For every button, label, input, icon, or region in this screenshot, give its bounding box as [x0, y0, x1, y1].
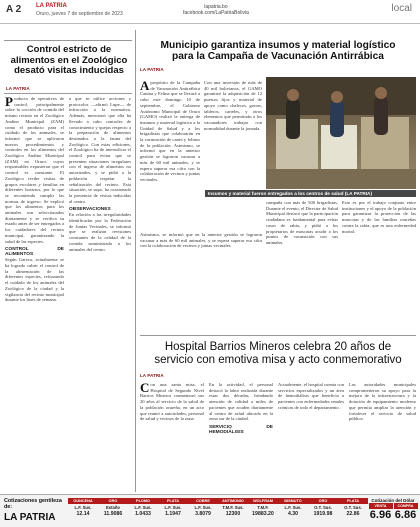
- ticker-cell: [188, 498, 218, 525]
- ticker-cell-value: 1.0433: [135, 510, 151, 517]
- ticker-cell-header: ORO: [308, 498, 338, 504]
- bottom-article-col4: Las autoridades municipales comprometieron su apoyo para la mejora de la infraestructura y la dotación de equipamiento moderno que permita ampliar la atención y fortalecer el servicio de salud pública.: [349, 382, 416, 422]
- dollar-buy-value: 6.86: [394, 509, 417, 521]
- ticker-cell-unit: T.M.F.: [257, 505, 269, 510]
- quotes-ticker: [0, 494, 420, 527]
- left-article-kicker: LA PATRIA: [6, 86, 30, 91]
- left-article-title: Control estricto de alimentos en el Zoológico desató visitas inducidas: [10, 44, 128, 77]
- ticker-cell-unit: L.F. Sus.: [194, 505, 212, 510]
- dollar-title: Cotización del Dólar: [371, 498, 415, 503]
- ticker-cell: [158, 498, 188, 525]
- ticker-cell-value: 3.8079: [195, 510, 211, 517]
- ticker-cell-header: WOLFRAM: [248, 498, 278, 504]
- left-article-col1: Producto de operativos de control, principalmente sobre la cocción de comida del mismo recinto en el Zoológico Andino Municipal (ZAM) como el producto para el cuidado de los animales, se informó que se aplicaron nuevos procedimientos y controles en los alimentos del Zoológico Andino Municipal (ZAM) en Oruro, cuyos responsables expusieron que el control es constante. El Zoológico recibe visitas de grupos escolares y familias en diferentes horarios, por lo que se recomienda cumplir las normas de ingreso. Se explicó que los alimentos para los animales son seleccionados diariamente y se verifica su estado antes de ser entregados a los cuidadores del recinto municipal, garantizando la salud de las especies. CONTROL DE ALIMENTOS Según Gareca, actualmente se ha logrado cubrir el control de la alimentación de las diferentes especies, reforzando el cuidado de los animales del Zoológico de la ciudad y la vigilancia del recinto municipal durante los fines de semana.: [5, 96, 64, 303]
- ticker-cell: [68, 498, 98, 525]
- bottom-subhead: SERVICIO DE HEMODIÁLISIS: [209, 424, 273, 435]
- ticker-cell-header: OUNCENA: [68, 498, 98, 504]
- right-article-col3: campaña con más de 500 brigadistas. Durante el evento, el Director de Salud Municipal destacó que la participación ciudadana es fundamental para evitar casos de rabia, y pidió a los propietarios de mascotas acudir a los puntos de vacunación con sus animales.: [266, 200, 338, 245]
- page-number: A 2: [6, 4, 22, 15]
- ticker-cell-unit: Estaño: [106, 505, 120, 510]
- bottom-article-col1: Con una santa misa, el Hospital de Segundo Nivel Barrios Mineros conmemoró sus 20 años al servicio de la salud de la población orureña, en un acto que reunió a autoridades, personal de salud y vecinos de la zona.: [140, 382, 204, 422]
- ticker-label: Cotizaciones gentileza de:: [4, 498, 62, 510]
- right-article-col2: Con una inversión de más de 40 mil bolivianos, el GAMO garantizó la adquisición de 12 puestos fijos y material de apoyo como chalecos, gorras, tableros, carteles, y otros elementos que permitirán a los vacunadores trabajar con normalidad durante la jornada.: [204, 80, 262, 131]
- right-article-col1: Apropósito de la Campaña de Vacunación Antirrábica Canina y Felina que se llevará a cabo este domingo 10 de septiembre, el Gobierno Autónomo Municipal de Oruro (GAMO) realizó la entrega de insumos y material logístico a la Unidad de Salud y a los brigadistas que colaborarán en la vacunación de canes y felinos de la población. Asimismo, se informó que en la anterior gestión se lograron vacunar a más de 60 mil animales, y se espera superar esa cifra con la colaboración de vecinos y juntas vecinales.: [140, 80, 200, 182]
- left-subhead-observaciones: OBSERVACIONES: [69, 207, 111, 213]
- ticker-cell-unit: O.T. Sus.: [344, 505, 362, 510]
- photo-caption: Insumos y material fueron entregados a los centros de salud (LA PATRIA): [205, 190, 416, 197]
- ticker-cell-unit: O.T. Sus.: [314, 505, 332, 510]
- left-subhead-control: CONTROL DE ALIMENTOS: [5, 247, 64, 258]
- ticker-cell-header: ORO: [98, 498, 128, 504]
- dollar-sell-header: VENTA: [369, 503, 393, 509]
- ticker-cell-value: 1919.98: [313, 510, 333, 517]
- ticker-cell: [98, 498, 128, 525]
- right-article-title: Municipio garantiza insumos y material logístico para la Campaña de Vacunación Antirrábica: [160, 40, 396, 63]
- bottom-article-title: Hospital Barrios Mineros celebra 20 años de servicio con emotiva misa y acto conmemorativo: [154, 341, 402, 366]
- ticker-cell-value: 19883.20: [252, 510, 274, 517]
- ticker-cell-header: PLOMO: [128, 498, 158, 504]
- dollar-quote: [368, 498, 418, 525]
- contact-web[interactable]: lapatria.bo: [204, 4, 228, 10]
- dollar-buy-header: COMPRA: [394, 503, 418, 509]
- ticker-cell-header: BISMUTO: [278, 498, 308, 504]
- ticker-cell: [248, 498, 278, 525]
- ticker-cell-value: 11.9086: [103, 510, 123, 517]
- ticker-cell-value: 12.14: [76, 510, 90, 517]
- ticker-cell-header: PLATA: [338, 498, 368, 504]
- ticker-cell-value: 12300: [225, 510, 241, 517]
- vaccination-photo-image: [266, 77, 416, 189]
- bottom-article-kicker: LA PATRIA: [140, 373, 164, 378]
- left-article-col2: a que se utilice acciones y protocolos —afirmó Lupe— de infracción a la normativa. Además, mencionó que ella ha llevado a cabo controles de conocimiento y quejas respecto a la preparación de alimentos destinados a la fauna del Zoológico. Con estas ediciones, el Zoológico ha de intensificar el control para evitar que se presenten situaciones irregulares con el ingreso de alimentos no autorizados, y se pidió a la población respetar la señalización del recinto. Esta situación, se supo, ha ocasionado la presencia de visitas inducidas al centro. OBSERVACIONES En relación a las irregularidades identificadas por la Federación de Juntas Vecinales, se informó que se realizan revisiones constantes de la calidad de la comida suministrada a los animales del centro.: [69, 96, 131, 252]
- ticker-cell: [218, 498, 248, 525]
- right-article-col4: Esto es por el trabajo conjunto entre instituciones y el apoyo de la población para garantizar la protección de las mascotas y de las familias orureñas contra la rabia, que es una enfermedad mortal.: [342, 200, 416, 234]
- bottom-article-col3: Actualmente, el hospital cuenta con servicios especializados y un área de hemodiálisis que beneficia a pacientes con enfermedades renales crónicas de todo el departamento.: [278, 382, 344, 410]
- bottom-dropcap: C: [140, 382, 150, 395]
- ticker-cell-unit: T.M.F. Sus.: [222, 505, 244, 510]
- right-dropcap: A: [140, 80, 150, 93]
- ticker-cell-unit: L.F. Sus.: [134, 505, 152, 510]
- right-article-col5: Asimismo, se informó que en la anterior gestión se lograron vacunar a más de 60 mil animales, y se espera superar esa cifra con la colaboración de vecinos y juntas vecinales.: [140, 232, 262, 249]
- newspaper-name: LA PATRIA: [36, 3, 67, 9]
- ticker-cell: [128, 498, 158, 525]
- ticker-sponsor: LA PATRIA: [4, 512, 56, 523]
- ticker-cell-unit: L.F. Sus.: [74, 505, 92, 510]
- date-line: Oruro, jueves 7 de septiembre de 2023: [36, 11, 123, 17]
- contact-social[interactable]: facebook.com/LaPatriaBolivia: [183, 10, 249, 16]
- ticker-cell-header: PLATA: [158, 498, 188, 504]
- page-header: [0, 0, 420, 24]
- section-label: local: [391, 3, 412, 14]
- left-dropcap: P: [5, 96, 13, 109]
- vaccination-photo: [266, 77, 416, 189]
- ticker-cell: [308, 498, 338, 525]
- right-article-kicker: LA PATRIA: [140, 67, 164, 72]
- ticker-cell-header: ANTIMONIO: [218, 498, 248, 504]
- contact-info: [183, 4, 249, 16]
- ticker-cell-unit: L.F. Sus.: [284, 505, 302, 510]
- dollar-sell-value: 6.96: [369, 509, 392, 521]
- ticker-cell-value: 1.1947: [165, 510, 181, 517]
- ticker-cell-header: COBRE: [188, 498, 218, 504]
- ticker-cell-value: 4.30: [287, 510, 299, 517]
- ticker-cell: [278, 498, 308, 525]
- ticker-cell-unit: L.F. Sus.: [164, 505, 182, 510]
- ticker-cell-value: 22.86: [346, 510, 360, 517]
- bottom-article-col2: En la actividad, el personal destacó la labor realizada durante estas dos décadas, brindando atención de calidad a miles de pacientes que acuden diariamente al centro de salud ubicado en la zona sur de la ciudad. SERVICIO DE HEMODIÁLISIS: [209, 382, 273, 435]
- ticker-cell: [338, 498, 368, 525]
